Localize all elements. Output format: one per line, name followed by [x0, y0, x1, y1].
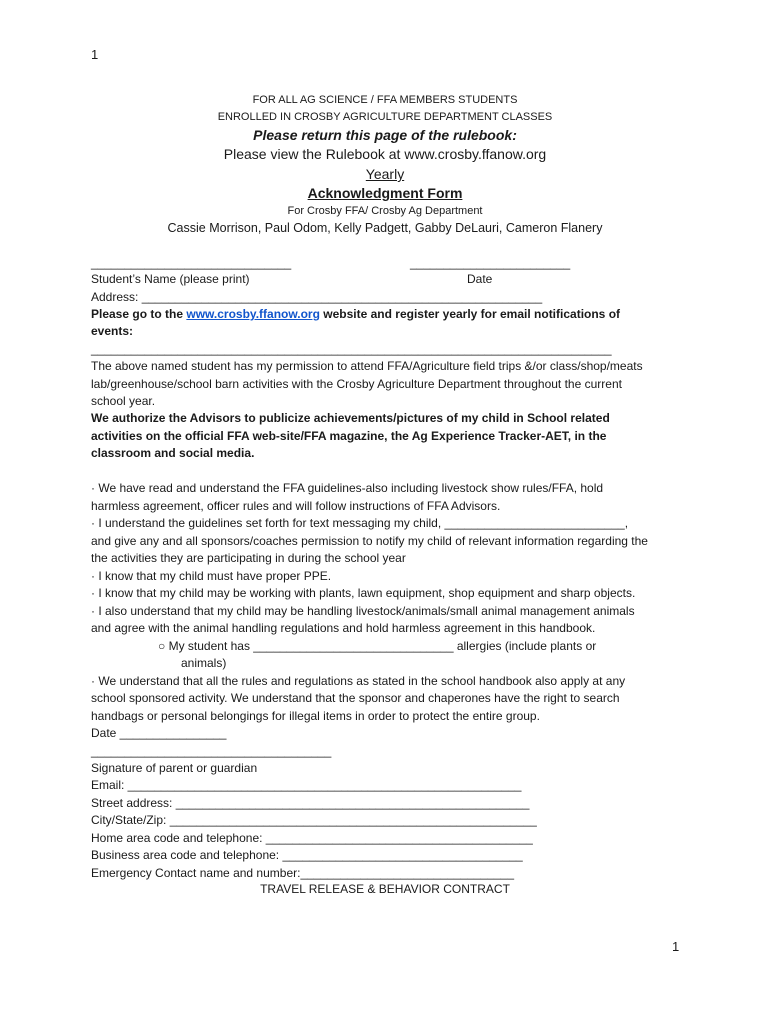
authorize-line-3: classroom and social media. — [91, 446, 255, 460]
page-number-bottom: 1 — [672, 939, 680, 954]
advisors-list: Cassie Morrison, Paul Odom, Kelly Padgett, Gabby DeLauri, Cameron Flanery — [167, 221, 603, 235]
bullet-rules-3: handbags or personal belongings for illegal items in order to protect the entire group. — [91, 709, 540, 723]
emergency-contact-field[interactable]: Emergency Contact name and number:________________________________ — [91, 866, 515, 880]
register-instruction — [91, 306, 620, 324]
return-note: Please return this page of the rulebook: — [253, 127, 517, 143]
allergies-line-2: animals) — [181, 656, 227, 670]
yearly-label: Yearly — [365, 166, 405, 182]
ffanow-link[interactable]: www.crosby.ffanow.org — [186, 307, 320, 321]
allergies-field[interactable]: ○ My student has ______________________________ allergies (include plants or — [158, 639, 597, 653]
bullet-ppe: · I know that my child must have proper PPE. — [91, 569, 332, 583]
bullet-guidelines-2: harmless agreement, officer rules and will follow instructions of FFA Advisors. — [91, 499, 501, 513]
bullet-rules-1: · We understand that all the rules and regulations as stated in the school handbook also apply at any — [91, 674, 626, 688]
authorize-line-2: activities on the official FFA web-site/FFA magazine, the Ag Experience Tracker-AET, in the — [91, 429, 607, 443]
travel-release-heading: TRAVEL RELEASE & BEHAVIOR CONTRACT — [260, 882, 510, 896]
register-text-after: website and register yearly for email notifications of — [319, 307, 621, 321]
page-number-top: 1 — [91, 47, 99, 62]
events-field[interactable]: ______________________________________________________________________________ — [91, 342, 612, 356]
signature-date-field[interactable]: Date ________________ — [91, 726, 227, 740]
city-state-zip-field[interactable]: City/State/Zip: _______________________________________________________ — [91, 813, 537, 827]
permission-line-3: school year. — [91, 394, 156, 408]
bullet-texting-1: · I understand the guidelines set forth for text messaging my child, ___________________________, — [91, 516, 629, 530]
signature-field[interactable]: ____________________________________ — [91, 744, 332, 758]
student-name-label: Student’s Name (please print) — [91, 272, 250, 286]
bullet-rules-2: school sponsored activity. We understand that the sponsor and chaperones have the right to search — [91, 691, 620, 705]
bullet-guidelines-1: · We have read and understand the FFA guidelines-also including livestock show rules/FFA, hold — [91, 481, 604, 495]
header-line-1: FOR ALL AG SCIENCE / FFA MEMBERS STUDENTS — [252, 94, 518, 106]
register-events-label: events: — [91, 324, 134, 338]
bullet-livestock-2: and agree with the animal handling regulations and hold harmless agreement in this handbook. — [91, 621, 596, 635]
date-field[interactable]: ________________________ — [410, 256, 571, 270]
student-name-field[interactable]: ______________________________ — [91, 256, 292, 270]
permission-line-2: lab/greenhouse/school barn activities with the Crosby Agriculture Department throughout the current — [91, 377, 622, 391]
email-field[interactable]: Email: ___________________________________________________________ — [91, 778, 522, 792]
permission-line-1: The above named student has my permission to attend FFA/Agriculture field trips &/or class/shop/meats — [91, 359, 643, 373]
bullet-livestock-1: · I also understand that my child may be handling livestock/animals/small animal management animals — [91, 604, 635, 618]
authorize-line-1: We authorize the Advisors to publicize achievements/pictures of my child in School related — [91, 411, 610, 425]
street-address-field[interactable]: Street address: _____________________________________________________ — [91, 796, 530, 810]
bullet-equipment: · I know that my child may be working with plants, lawn equipment, shop equipment and sharp objects. — [91, 586, 636, 600]
bullet-texting-3: the activities they are participating in during the school year — [91, 551, 406, 565]
form-subtitle: For Crosby FFA/ Crosby Ag Department — [287, 205, 483, 217]
date-label: Date — [467, 272, 493, 286]
header-line-2: ENROLLED IN CROSBY AGRICULTURE DEPARTMENT CLASSES — [217, 111, 553, 123]
business-phone-field[interactable]: Business area code and telephone: ____________________________________ — [91, 848, 523, 862]
bullet-texting-2: and give any and all sponsors/coaches permission to notify my child of relevant information regarding the — [91, 534, 648, 548]
address-field[interactable]: Address: ____________________________________________________________ — [91, 290, 543, 304]
register-text-before: Please go to the — [91, 307, 187, 321]
signature-label: Signature of parent or guardian — [91, 761, 258, 775]
form-title: Acknowledgment Form — [307, 185, 463, 201]
home-phone-field[interactable]: Home area code and telephone: ________________________________________ — [91, 831, 533, 845]
view-rulebook-note: Please view the Rulebook at www.crosby.ffanow.org — [223, 146, 547, 162]
